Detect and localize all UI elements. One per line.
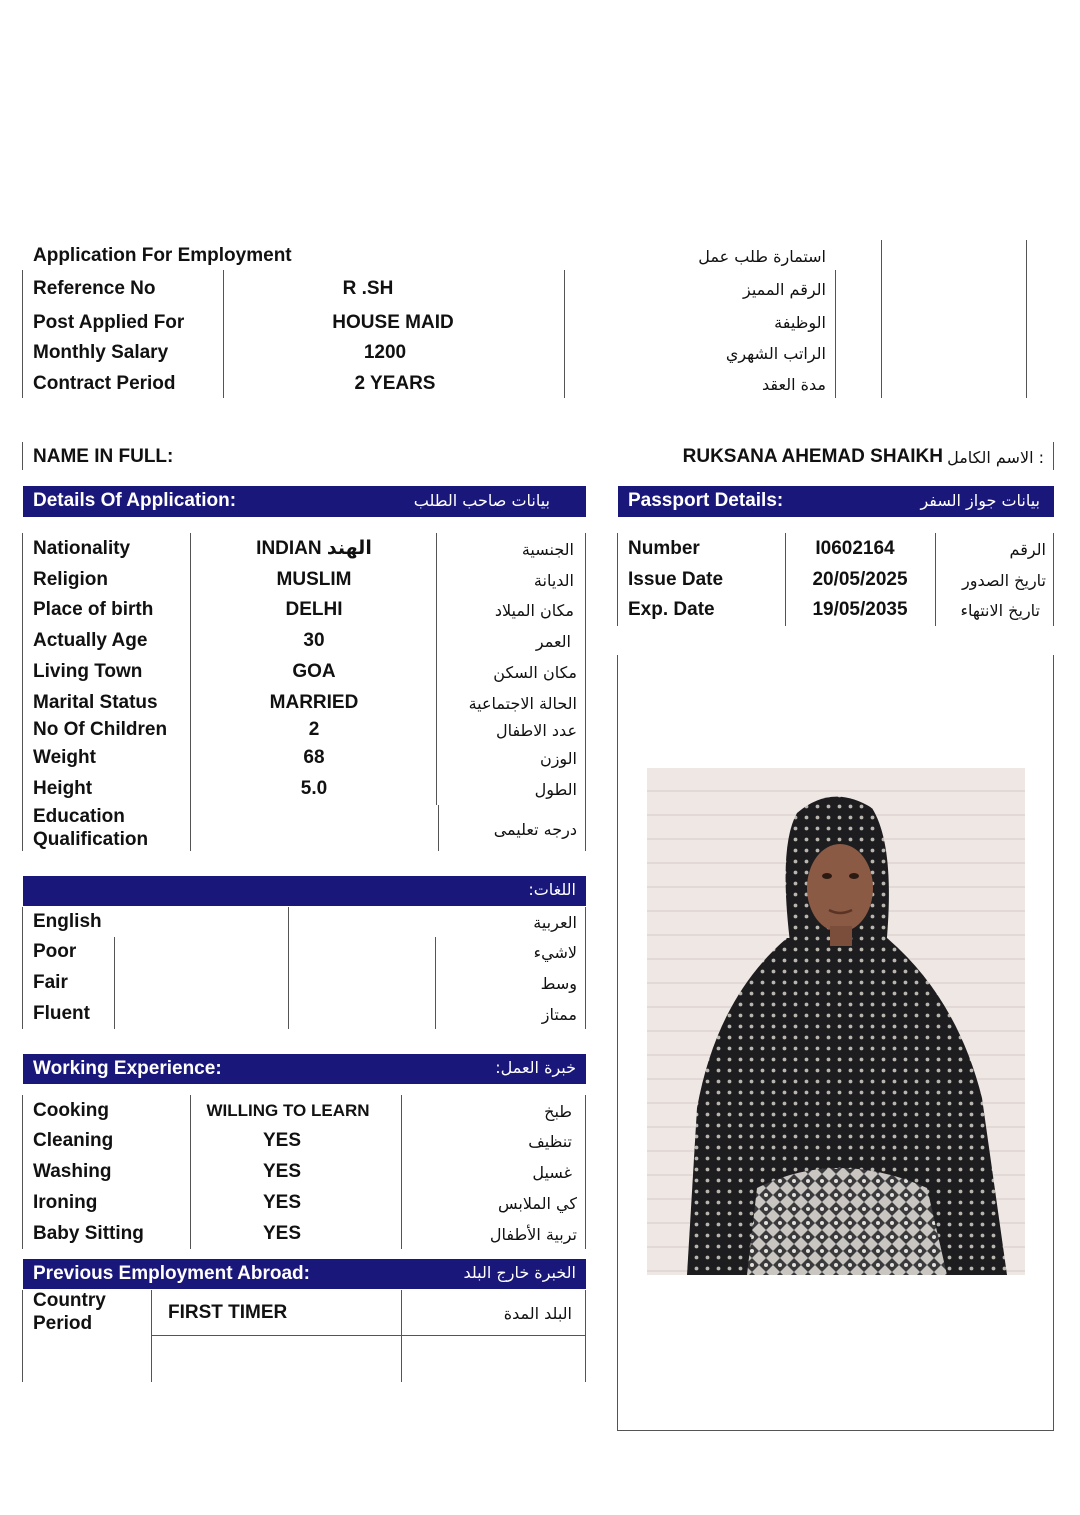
exp-date-value: 19/05/2035 [812,599,908,620]
experience-bar-title: Working Experience: [33,1058,222,1079]
weight-label-ar: الوزن [539,749,577,768]
previous-value: FIRST TIMER [168,1302,288,1323]
reference-value: R .SH [342,278,394,299]
passport-bar [618,486,1054,517]
level-fluent-label: Fluent [33,1003,90,1024]
cleaning-value: YES [262,1130,302,1151]
passport-number-label-ar: الرقم [1009,540,1046,559]
marital-label: Marital Status [33,692,158,713]
previous-bar-title-ar: الخبرة خارج البلد [463,1263,576,1282]
babysitting-label: Baby Sitting [33,1223,144,1244]
name-value: RUKSANA AHEMAD SHAIKH [682,446,943,467]
post-label-ar: الوظيفة [774,313,826,332]
washing-label-ar: غسيل [532,1163,572,1182]
level-fair-label-ar: وسط [540,974,577,993]
ironing-label: Ironing [33,1192,98,1213]
reference-label-ar: الرقم المميز [742,280,826,299]
title-en: Application For Employment [33,245,292,266]
town-label-ar: مكان السكن [493,663,577,682]
level-fair-label: Fair [33,972,68,993]
babysitting-label-ar: تربية الأطفال [489,1225,577,1244]
details-bar-title: Details Of Application: [33,490,237,511]
contract-value: 2 YEARS [354,373,436,394]
name-label-ar: : الاسم الكامل [947,448,1044,467]
languages-bar-title-ar: اللغات: [528,880,576,899]
name-label: NAME IN FULL: [33,446,174,467]
salary-value: 1200 [363,342,407,363]
salary-label: Monthly Salary [33,342,169,363]
issue-date-value: 20/05/2025 [812,569,908,590]
reference-label: Reference No [33,278,156,299]
cleaning-label-ar: تنظيف [528,1132,572,1151]
previous-employment-bar [23,1259,586,1289]
exp-date-label: Exp. Date [628,599,715,620]
experience-bar [23,1054,586,1084]
weight-label: Weight [33,747,96,768]
experience-bar-title-ar: خبرة العمل: [495,1058,576,1077]
level-fluent-label-ar: ممتاز [541,1005,577,1024]
issue-date-label: Issue Date [628,569,724,590]
nationality-label-ar: الجنسية [521,540,574,559]
cooking-value: WILLING TO LEARN [206,1101,370,1120]
post-value: HOUSE MAID [332,312,454,333]
level-poor-label: Poor [33,941,77,962]
height-value: 5.0 [300,778,328,799]
exp-date-label-ar: تاريخ الانتهاء [960,601,1040,620]
details-bar-title-ar: بيانات صاحب الطلب [413,491,550,510]
washing-value: YES [262,1161,302,1182]
age-label: Actually Age [33,630,148,651]
children-value: 2 [308,719,320,740]
birthplace-label-ar: مكان الميلاد [494,601,574,620]
age-value: 30 [303,630,325,651]
cleaning-label: Cleaning [33,1130,114,1151]
town-label: Living Town [33,661,143,682]
washing-label: Washing [33,1161,112,1182]
birthplace-value: DELHI [285,599,343,620]
arabic-label: العربية [533,913,577,932]
contract-label: Contract Period [33,373,176,394]
passport-number-label: Number [628,538,700,559]
town-value: GOA [292,661,336,682]
babysitting-value: YES [262,1223,302,1244]
religion-label-ar: الديانة [533,571,574,590]
details-bar [23,486,586,517]
passport-bar-title-ar: بيانات جواز السفر [920,491,1040,510]
height-label-ar: الطول [534,780,577,799]
contract-label-ar: مدة العقد [762,375,826,394]
height-label: Height [33,778,93,799]
ironing-value: YES [262,1192,302,1213]
salary-label-ar: الراتب الشهري [725,344,826,363]
period-label: Period [33,1313,93,1334]
religion-label: Religion [33,569,108,590]
education-label: Education [33,806,125,827]
languages-bar [23,876,586,906]
level-poor-label-ar: لاشيء [533,943,577,962]
country-label: Country [33,1290,106,1311]
marital-label-ar: الحالة الاجتماعية [468,694,577,713]
nationality-label: Nationality [33,538,131,559]
birthplace-label: Place of birth [33,599,154,620]
nationality-value: INDIAN الهند [256,538,372,559]
ironing-label-ar: كي الملابس [497,1194,577,1213]
post-label: Post Applied For [33,312,185,333]
cooking-label-ar: طبخ [544,1102,572,1121]
age-label-ar: العمر [535,632,571,651]
children-label: No Of Children [33,719,168,740]
title-ar: استمارة طلب عمل [698,247,826,266]
applicant-photo [647,768,1025,1275]
children-label-ar: عدد الاطفال [495,721,577,740]
issue-date-label-ar: تاريخ الصدور [962,571,1046,590]
previous-label-ar: البلد المدة [503,1304,572,1323]
previous-bar-title: Previous Employment Abroad: [33,1263,310,1284]
cooking-label: Cooking [33,1100,109,1121]
english-label: English [33,911,102,932]
religion-value: MUSLIM [276,569,352,590]
education-label-ar: درجه تعليمى [493,820,577,839]
weight-value: 68 [303,747,325,768]
passport-bar-title: Passport Details: [628,490,784,511]
passport-number-value: I0602164 [815,538,895,559]
marital-value: MARRIED [269,692,359,713]
education-label-line2: Qualification [33,829,149,850]
